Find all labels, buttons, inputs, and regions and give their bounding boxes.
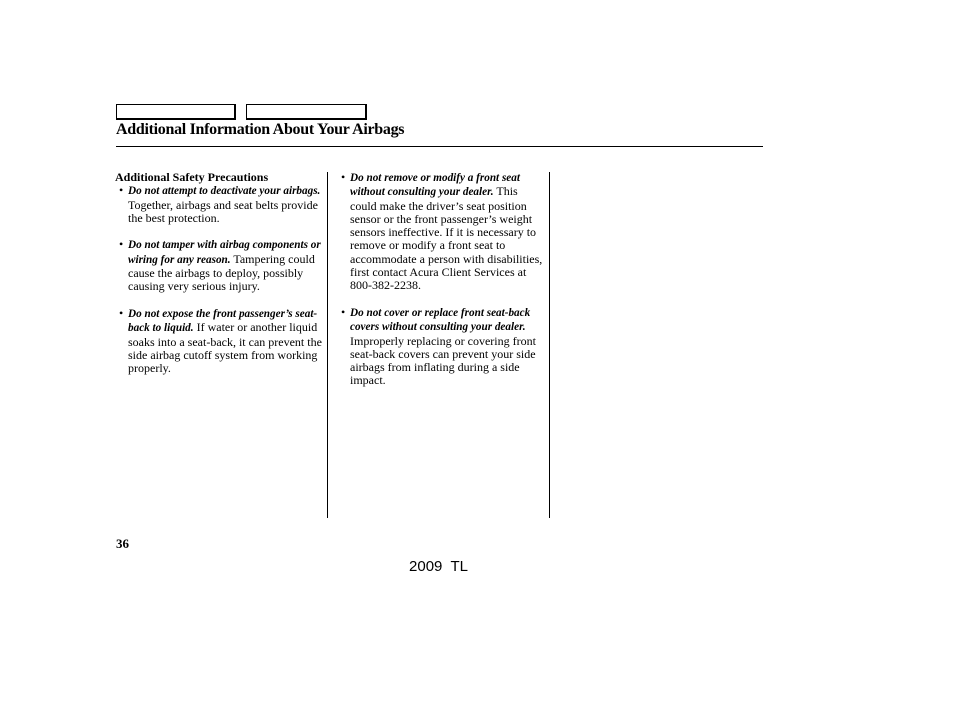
list-item (115, 238, 327, 293)
column-divider (327, 172, 328, 518)
item-body: Tampering could cause the airbags to deploy, possibly causing very serious injury. (128, 251, 315, 294)
item-body: This could make the driver’s seat position sensor or the front passenger’s weight sensors ineffective. If it is necessary to remove or modify a front seat to accommodate a person with disabilities, first contact Acura Client Services at 800-382-2238. (350, 184, 543, 293)
section-tab-box (116, 104, 236, 120)
column-divider (549, 172, 550, 518)
item-body: Together, airbags and seat belts provide the best protection. (128, 197, 318, 225)
left-column (115, 171, 327, 389)
list-item (115, 184, 327, 225)
list-item (337, 306, 547, 388)
footer-model-label: 2009 TL (409, 558, 468, 575)
item-lead: Do not cover or replace front seat-back covers without consulting your dealer. (350, 306, 531, 334)
item-body: If water or another liquid soaks into a seat-back, it can prevent the side airbag cutoff system from working properly. (128, 320, 322, 376)
title-rule (116, 146, 763, 147)
section-tab-box (246, 104, 367, 120)
item-lead: Do not attempt to deactivate your airbags. (128, 185, 321, 198)
list-item (115, 307, 327, 375)
item-lead: Do not tamper with airbag components or wiring for any reason. (128, 239, 321, 266)
bullet-icon: • (119, 237, 124, 252)
section-heading: Additional Safety Precautions (115, 170, 269, 184)
bullet-icon: • (119, 305, 124, 320)
list-item (337, 171, 547, 293)
item-lead: Do not expose the front passenger’s seat-back to liquid. (128, 307, 318, 335)
page-number: 36 (116, 536, 129, 551)
item-lead: Do not remove or modify a front seat without consulting your dealer. (350, 172, 520, 199)
bullet-icon: • (119, 183, 124, 198)
bullet-icon: • (341, 170, 346, 184)
bullet-icon: • (341, 304, 346, 319)
page-title: Additional Information About Your Airbags (116, 121, 405, 138)
right-column (337, 171, 547, 401)
item-body: Improperly replacing or covering front seat-back covers can prevent your side airbags from inflating during a side impact. (350, 333, 536, 388)
